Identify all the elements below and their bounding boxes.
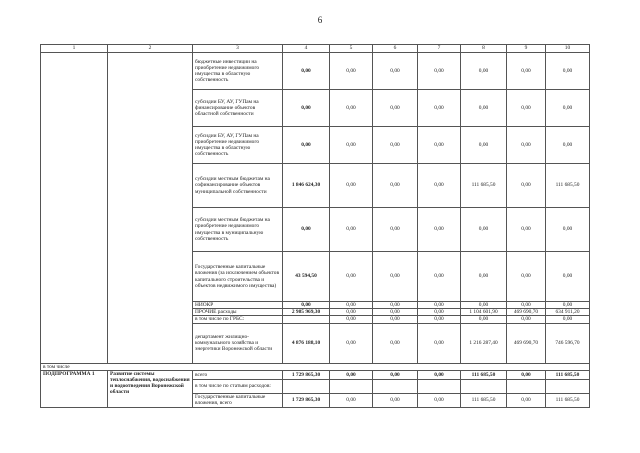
budget-table [40, 44, 590, 408]
row-desc: в том числе по статьям расходов: [193, 379, 283, 393]
cell-value: 0,00 [330, 316, 373, 323]
cell-value: 0,00 [330, 53, 373, 90]
cell-value: 0,00 [283, 90, 330, 127]
empty-cell [283, 379, 330, 393]
row-desc: бюджетные инвестиции на приобретение недвижимого имущества в областную собственность [193, 53, 283, 90]
empty-cell [41, 53, 108, 364]
cell-value: 0,00 [418, 127, 461, 164]
cell-value: 0,00 [546, 252, 590, 302]
cell-value: 0,00 [507, 127, 546, 164]
cell-value: 0,00 [283, 302, 330, 309]
cell-value: 0,00 [461, 208, 507, 252]
row-desc: в том числе по ГРБС: [193, 316, 283, 323]
cell-value: 0,00 [546, 90, 590, 127]
cell-value: 0,00 [418, 323, 461, 363]
cell-value: 111 685,50 [546, 393, 590, 407]
empty-cell [330, 379, 373, 393]
cell-value: 0,00 [330, 164, 373, 208]
incl-label: в том числе [41, 363, 590, 370]
row-desc: всего [193, 370, 283, 379]
row-desc: НИОКР [193, 302, 283, 309]
cell-value: 43 594,50 [283, 252, 330, 302]
cell-value: 0,00 [546, 53, 590, 90]
col-header: 1 [41, 45, 108, 53]
subprogram-code: ПОДПРОГРАММА 1 [41, 370, 108, 407]
cell-value: 0,00 [461, 316, 507, 323]
col-header: 2 [108, 45, 193, 53]
table-row [41, 363, 590, 370]
cell-value: 0,00 [507, 90, 546, 127]
cell-value: 0,00 [373, 393, 418, 407]
cell-value: 0,00 [330, 208, 373, 252]
cell-value: 0,00 [330, 90, 373, 127]
cell-value: 0,00 [330, 323, 373, 363]
cell-value: 111 685,50 [546, 164, 590, 208]
cell-value: 0,00 [507, 393, 546, 407]
col-header: 5 [330, 45, 373, 53]
cell-value: 0,00 [546, 208, 590, 252]
cell-value: 0,00 [283, 208, 330, 252]
cell-value: 0,00 [418, 309, 461, 316]
cell-value: 1 846 624,30 [283, 164, 330, 208]
cell-value: 0,00 [507, 208, 546, 252]
cell-value: 0,00 [418, 302, 461, 309]
cell-value: 111 685,50 [461, 370, 507, 379]
cell-value: 0,00 [373, 208, 418, 252]
cell-value: 0,00 [546, 302, 590, 309]
col-header: 10 [546, 45, 590, 53]
cell-value [283, 316, 330, 323]
cell-value: 469 690,70 [507, 323, 546, 363]
cell-value: 0,00 [546, 127, 590, 164]
cell-value: 0,00 [418, 370, 461, 379]
cell-value: 0,00 [461, 53, 507, 90]
cell-value: 111 685,50 [461, 393, 507, 407]
cell-value: 0,00 [330, 370, 373, 379]
col-header: 6 [373, 45, 418, 53]
cell-value: 0,00 [507, 302, 546, 309]
col-header: 8 [461, 45, 507, 53]
cell-value: 0,00 [461, 127, 507, 164]
cell-value: 111 685,50 [546, 370, 590, 379]
row-desc: субсидии местным бюджетам на софинансирование объектов муниципальной собственности [193, 164, 283, 208]
cell-value: 0,00 [330, 393, 373, 407]
cell-value: 0,00 [373, 90, 418, 127]
empty-cell [507, 379, 546, 393]
empty-cell [108, 53, 193, 364]
cell-value: 0,00 [507, 164, 546, 208]
cell-value: 0,00 [418, 208, 461, 252]
cell-value: 634 911,20 [546, 309, 590, 316]
cell-value: 1 729 865,30 [283, 393, 330, 407]
cell-value: 0,00 [330, 302, 373, 309]
row-desc: ПРОЧИЕ расходы [193, 309, 283, 316]
cell-value: 0,00 [507, 53, 546, 90]
cell-value: 0,00 [418, 90, 461, 127]
cell-value: 0,00 [418, 53, 461, 90]
cell-value: 0,00 [418, 252, 461, 302]
cell-value: 0,00 [373, 316, 418, 323]
cell-value: 0,00 [373, 53, 418, 90]
table-row [41, 370, 590, 379]
cell-value: 469 690,70 [507, 309, 546, 316]
cell-value: 0,00 [373, 370, 418, 379]
empty-cell [461, 379, 507, 393]
row-desc: Государственные капитальные вложения (за исключением объектов капитального строительства и объектов недвижимого имущества) [193, 252, 283, 302]
row-desc: субсидии местным бюджетам на приобретение недвижимого имущества в муниципальную собственность [193, 208, 283, 252]
cell-value: 0,00 [373, 302, 418, 309]
col-header: 3 [193, 45, 283, 53]
header-row [41, 45, 590, 53]
cell-value: 0,00 [373, 309, 418, 316]
col-header: 9 [507, 45, 546, 53]
empty-cell [418, 379, 461, 393]
cell-value: 0,00 [461, 252, 507, 302]
cell-value: 0,00 [507, 370, 546, 379]
cell-value: 746 596,70 [546, 323, 590, 363]
cell-value: 0,00 [373, 164, 418, 208]
cell-value: 0,00 [373, 127, 418, 164]
cell-value: 0,00 [461, 90, 507, 127]
cell-value: 0,00 [507, 252, 546, 302]
empty-cell [546, 379, 590, 393]
col-header: 7 [418, 45, 461, 53]
cell-value: 0,00 [283, 127, 330, 164]
row-desc: департамент жилищно-коммунального хозяйства и энергетики Воронежской области [193, 323, 283, 363]
cell-value: 0,00 [461, 302, 507, 309]
cell-value: 0,00 [418, 393, 461, 407]
cell-value: 0,00 [283, 53, 330, 90]
subprogram-name: Развитие системы теплоснабжения, водоснабжения и водоотведения Воронежской области [108, 370, 193, 407]
cell-value: 0,00 [507, 316, 546, 323]
cell-value: 0,00 [330, 309, 373, 316]
cell-value: 0,00 [330, 127, 373, 164]
row-desc: Государственные капитальные вложения, всего [193, 393, 283, 407]
cell-value: 0,00 [373, 323, 418, 363]
cell-value: 1 104 601,90 [461, 309, 507, 316]
cell-value: 2 985 969,30 [283, 309, 330, 316]
cell-value: 0,00 [330, 252, 373, 302]
cell-value: 1 729 865,30 [283, 370, 330, 379]
page-number: 6 [317, 15, 323, 25]
empty-cell [373, 379, 418, 393]
cell-value: 4 876 188,10 [283, 323, 330, 363]
cell-value: 1 216 287,40 [461, 323, 507, 363]
row-desc: субсидии БУ, АУ, ГУПам на приобретение недвижимого имущества в областную собственность [193, 127, 283, 164]
cell-value: 0,00 [373, 252, 418, 302]
table-row [41, 53, 590, 90]
cell-value: 0,00 [418, 164, 461, 208]
cell-value: 111 685,50 [461, 164, 507, 208]
col-header: 4 [283, 45, 330, 53]
cell-value: 0,00 [546, 316, 590, 323]
row-desc: субсидии БУ, АУ, ГУПам на финансирование объектов областной собственности [193, 90, 283, 127]
cell-value: 0,00 [418, 316, 461, 323]
